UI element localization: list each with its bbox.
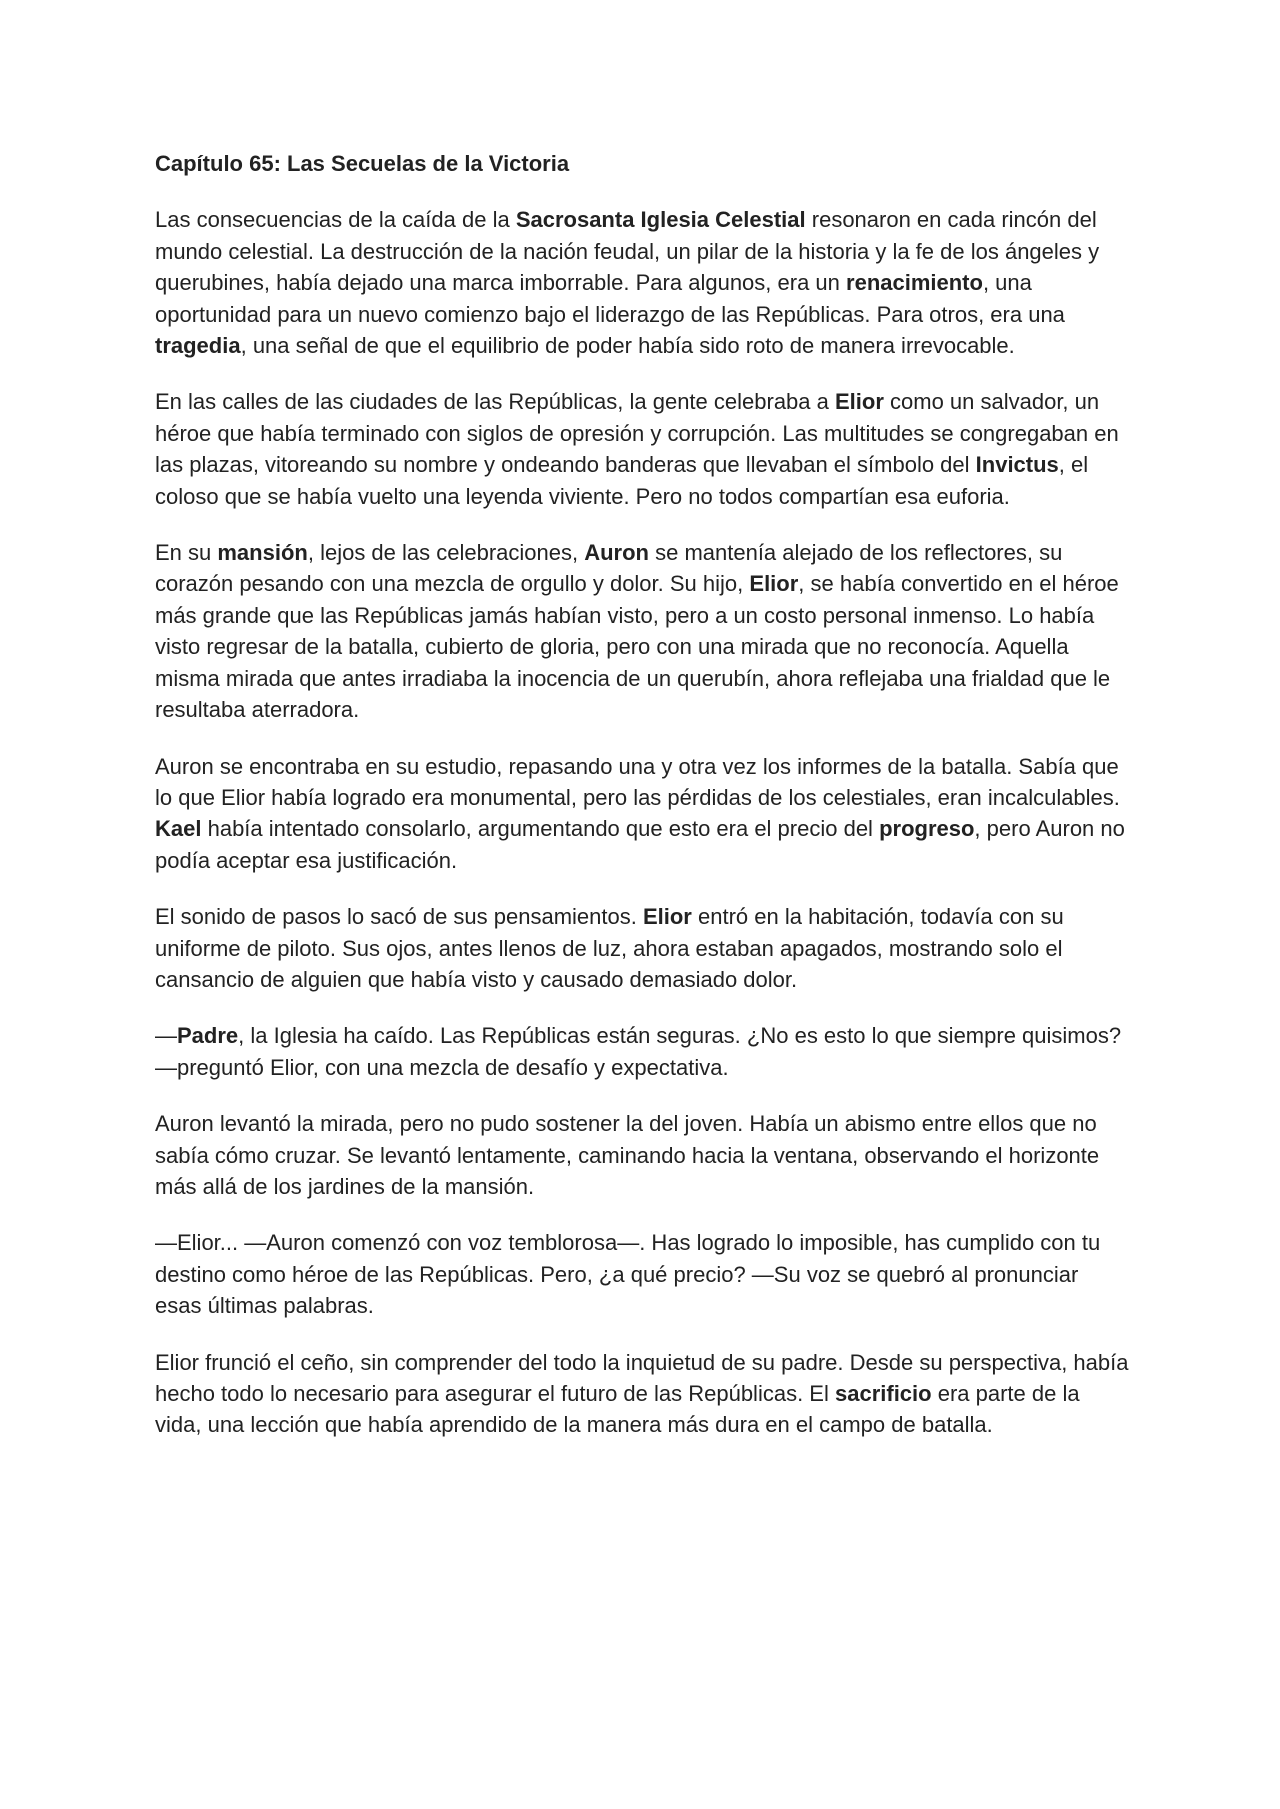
bold-text: progreso (879, 816, 975, 842)
paragraph (155, 1347, 1130, 1441)
bold-text: tragedia (155, 333, 241, 359)
bold-text: sacrificio (834, 1381, 932, 1406)
text-run: — (155, 1023, 177, 1049)
bold-text: Kael (155, 816, 202, 842)
bold-text: Padre (177, 1023, 239, 1049)
text-run: entró en la habitación, todavía con su uniforme de piloto. Sus ojos, antes llenos de luz, ahora estaban apagados, mostrando solo el cansancio de alguien que había visto y causado demasiado dolor. (155, 904, 1064, 992)
text-run: , el coloso que se había vuelto una leyenda viviente. Pero no todos compartían esa euforia. (155, 452, 1089, 509)
text-run: , una oportunidad para un nuevo comienzo bajo el liderazgo de las Repúblicas. Para otros, era una (155, 270, 1065, 327)
text-run: , pero Auron no podía aceptar esa justificación. (155, 816, 1125, 873)
bold-text: Invictus (975, 452, 1059, 478)
text-run: —Elior... —Auron comenzó con voz temblorosa—. Has logrado lo imposible, has cumplido con tu destino como héroe de las Repúblicas. Pero, ¿a qué precio? —Su voz se quebró al pronunciar esas últimas palabras. (155, 1230, 1101, 1319)
text-run: se mantenía alejado de los reflectores, su corazón pesando con una mezcla de orgullo y dolor. Su hijo, (155, 540, 1063, 597)
bold-text: mansión (217, 540, 308, 566)
text-run: , se había convertido en el héroe más grande que las Repúblicas jamás habían visto, pero a un costo personal inmenso. Lo había visto regresar de la batalla, cubierto de gloria, pero con una mirada que no reconocía. Aquella misma mirada que antes irradiaba la inocencia de un querubín, ahora reflejaba una frialdad que le resultaba aterradora. (155, 571, 1119, 723)
text-run: como un salvador, un héroe que había terminado con siglos de opresión y corrupción. Las multitudes se congregaban en las plazas, vitoreando su nombre y ondeando banderas que llevaban el símbolo del (155, 389, 1119, 478)
bold-text: Auron (584, 540, 649, 566)
text-run: , la Iglesia ha caído. Las Repúblicas están seguras. ¿No es esto lo que siempre quisimos? —preguntó Elior, con una mezcla de desafío y expectativa. (155, 1023, 1122, 1080)
bold-text: renacimiento (846, 270, 983, 296)
chapter-title: Capítulo 65: Las Secuelas de la Victoria (155, 151, 570, 176)
bold-text: Sacrosanta Iglesia Celestial (515, 207, 806, 233)
bold-text: Elior (834, 389, 884, 415)
paragraph (155, 751, 1130, 877)
text-run: , una señal de que el equilibrio de poder había sido roto de manera irrevocable. (240, 333, 1015, 359)
bold-text: Elior (749, 571, 799, 597)
paragraph (155, 1108, 1130, 1202)
text-run: Las consecuencias de la caída de la (155, 207, 516, 233)
document-body (155, 204, 1130, 1440)
paragraph (155, 537, 1130, 725)
text-run: Auron levantó la mirada, pero no pudo sostener la del joven. Había un abismo entre ellos que no sabía cómo cruzar. Se levantó lentamente, caminando hacia la ventana, observando el horizonte más allá de los jardines de la mansión. (155, 1111, 1100, 1199)
paragraph (155, 901, 1130, 995)
text-run: era parte de la vida, una lección que había aprendido de la manera más dura en el campo de batalla. (155, 1381, 1080, 1438)
document-page (155, 148, 1130, 1466)
text-run: resonaron en cada rincón del mundo celestial. La destrucción de la nación feudal, un pilar de la historia y la fe de los ángeles y querubines, había dejado una marca imborrable. Para algunos, era un (155, 207, 1100, 296)
paragraph (155, 386, 1130, 512)
text-run: En su (155, 540, 218, 566)
text-run: El sonido de pasos lo sacó de sus pensamientos. (155, 904, 643, 930)
text-run: había intentado consolarlo, argumentando que esto era el precio del (201, 816, 880, 842)
text-run: Elior frunció el ceño, sin comprender del todo la inquietud de su padre. Desde su perspectiva, había hecho todo lo necesario para asegurar el futuro de las Repúblicas. El (155, 1349, 1129, 1406)
bold-text: Elior (642, 904, 692, 930)
paragraph (155, 1227, 1130, 1321)
paragraph (155, 1020, 1130, 1083)
text-run: , lejos de las celebraciones, (307, 540, 585, 566)
text-run: Auron se encontraba en su estudio, repasando una y otra vez los informes de la batalla. Sabía que lo que Elior había logrado era monumental, pero las pérdidas de los celestiales, eran incalculables. (155, 753, 1120, 810)
text-run: En las calles de las ciudades de las Repúblicas, la gente celebraba a (155, 389, 835, 415)
paragraph (155, 204, 1130, 361)
